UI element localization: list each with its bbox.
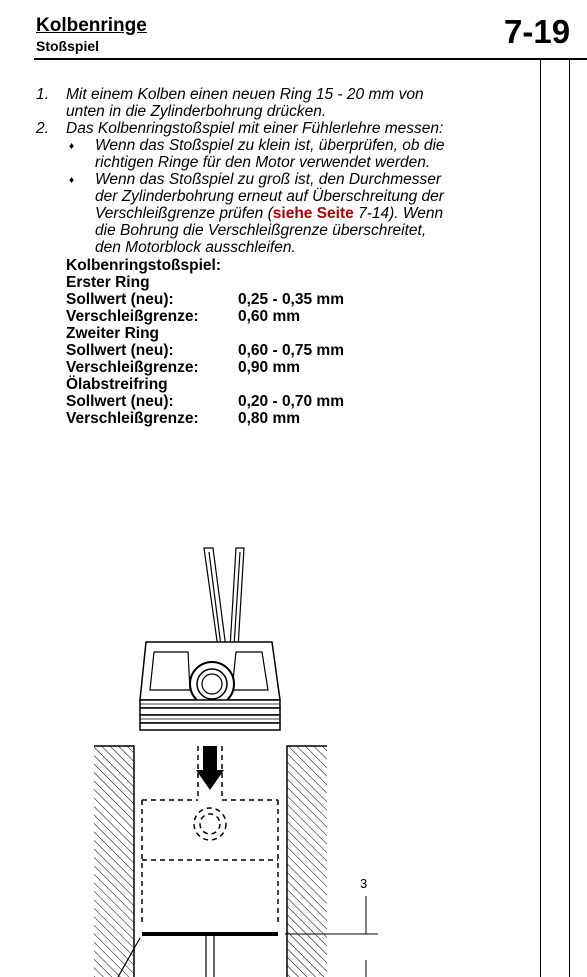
section-title: Kolbenringe [36, 15, 147, 36]
connecting-rod [204, 548, 244, 648]
step-text-line: unten in die Zylinderbohrung drücken. [66, 103, 327, 120]
bullet-text-line: den Motorblock ausschleifen. [95, 239, 296, 256]
step-text-line: Das Kolbenringstoßspiel mit einer Fühlerlehre messen: [66, 120, 444, 137]
bullet-text-line: Wenn das Stoßspiel zu klein ist, überprüfen, ob die [95, 137, 445, 154]
spec-group-name: Erster Ring [66, 274, 150, 291]
spec-label: Verschleißgrenze: [66, 410, 199, 427]
spec-label: Verschleißgrenze: [66, 308, 199, 325]
spec-value: 0,60 - 0,75 mm [238, 342, 344, 359]
spec-value: 0,90 mm [238, 359, 301, 376]
cylinder-wall-right [287, 746, 327, 977]
spec-group-name: Ölabstreifring [66, 376, 168, 393]
cylinder-wall-left [94, 746, 134, 977]
specs-heading: Kolbenringstoßspiel: [66, 257, 221, 274]
piston [140, 642, 280, 730]
section-subtitle: Stoßspiel [36, 38, 100, 54]
spec-label: Sollwert (neu): [66, 393, 174, 410]
spec-value: 0,80 mm [238, 410, 301, 427]
bullet-icon: ♦ [69, 141, 75, 152]
bullet-text-line: Wenn das Stoßspiel zu groß ist, den Durchmesser [95, 171, 442, 188]
page-reference-link[interactable]: siehe Seite [272, 205, 354, 222]
spec-value: 0,20 - 0,70 mm [238, 393, 344, 410]
step-text-line: Mit einem Kolben einen neuen Ring 15 - 20 mm von [66, 86, 424, 103]
spec-label: Verschleißgrenze: [66, 359, 199, 376]
down-arrow-icon [196, 746, 224, 790]
page-number: 7-19 [504, 13, 571, 50]
dimension-label: 3 [360, 876, 368, 891]
feeler-gauge [206, 936, 214, 977]
spec-value: 0,25 - 0,35 mm [238, 291, 344, 308]
spec-label: Sollwert (neu): [66, 291, 174, 308]
bullet-text-line: der Zylinderbohrung erneut auf Überschreitung der [95, 188, 444, 205]
bullet-text-line: richtigen Ringe für den Motor verwendet werden. [95, 154, 431, 171]
spec-group-name: Zweiter Ring [66, 325, 160, 342]
bullet-text-line: die Bohrung die Verschleißgrenze überschreitet, [95, 222, 427, 239]
spec-value: 0,60 mm [238, 308, 301, 325]
bullet-text-line: Verschleißgrenze prüfen (siehe Seite 7-14). Wenn [95, 205, 444, 222]
step-number: 1. [36, 86, 49, 103]
bullet-icon: ♦ [69, 175, 75, 186]
step-number: 2. [36, 120, 49, 137]
spec-label: Sollwert (neu): [66, 342, 174, 359]
